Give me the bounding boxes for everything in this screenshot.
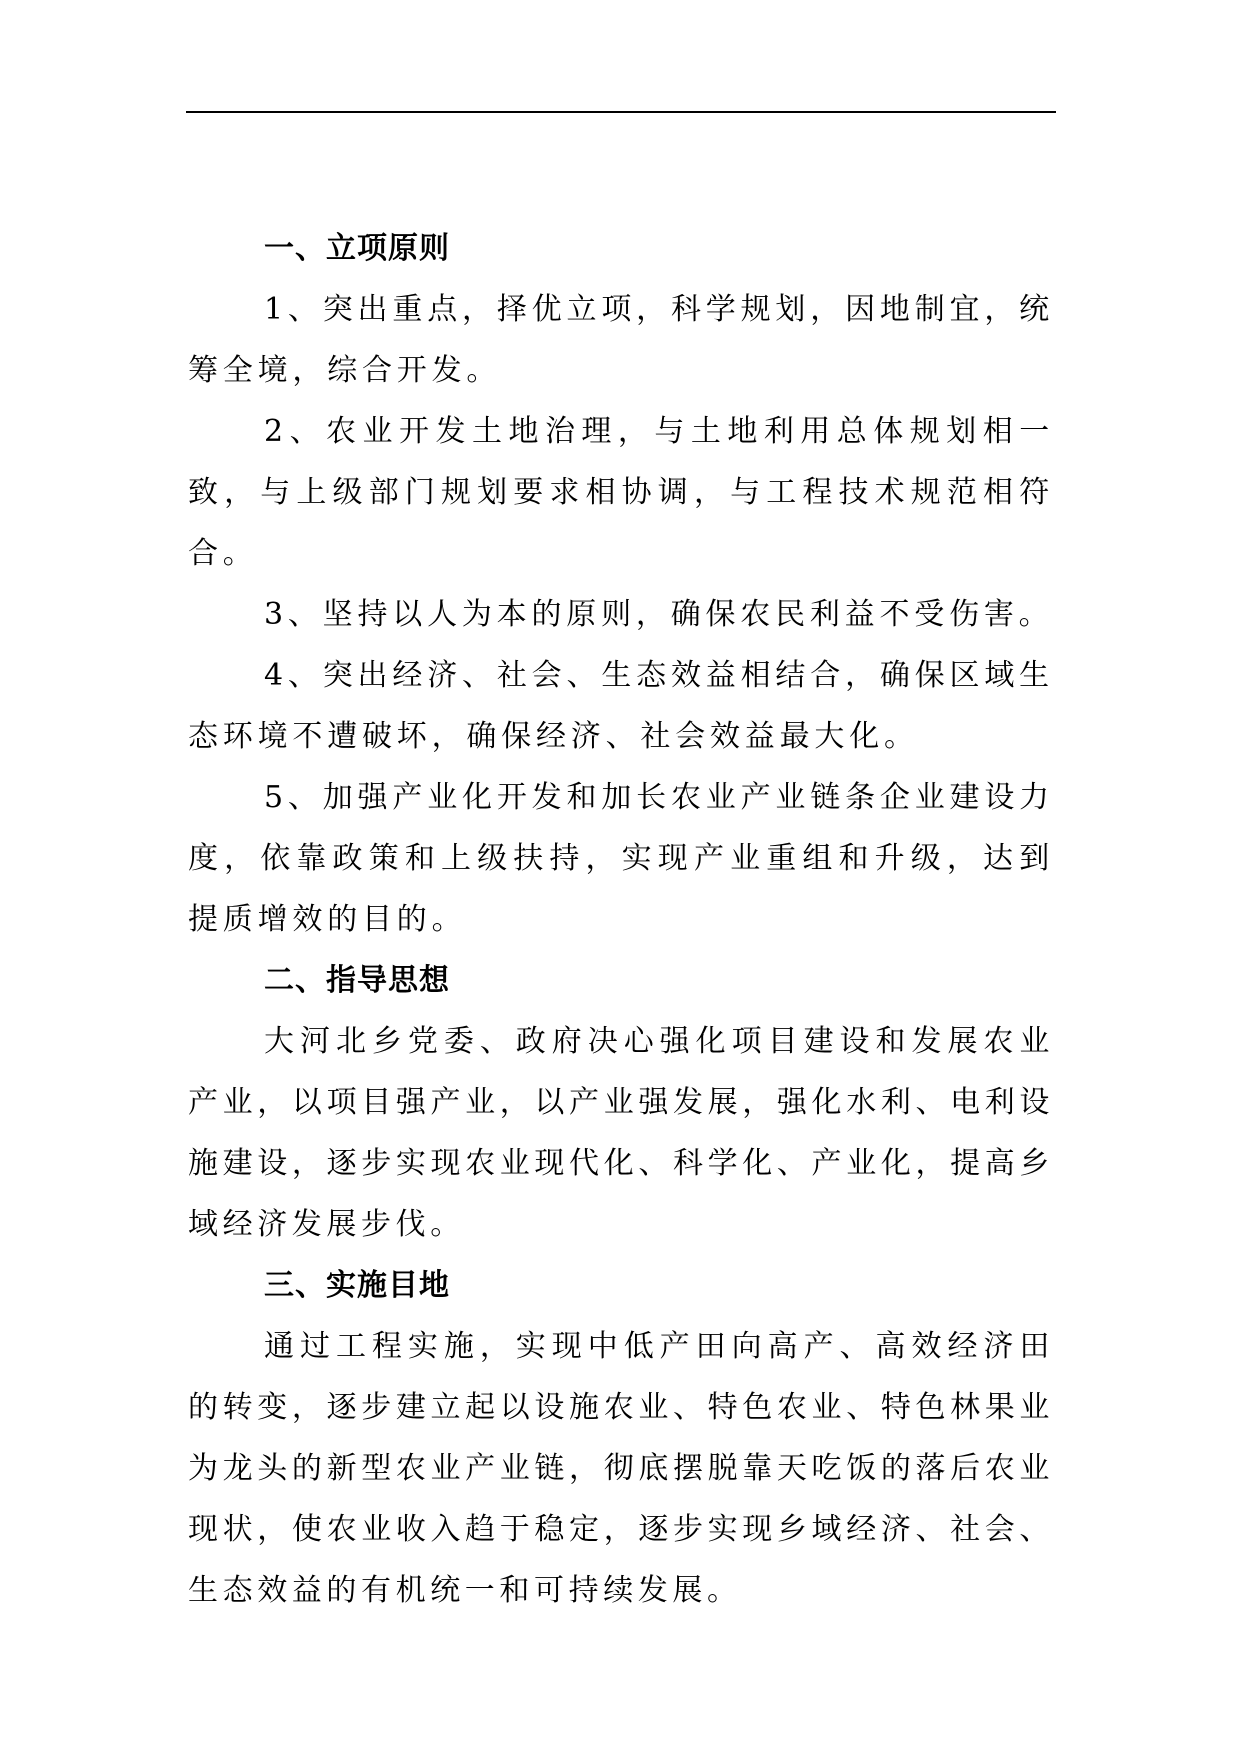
principle-item-3: 3、坚持以人为本的原则，确保农民利益不受伤害。 (264, 597, 1054, 632)
principle-item-2: 2、农业开发土地治理，与土地利用总体规划相一致，与上级部门规划要求相协调，与工程技术规范相符合。 (188, 414, 1054, 571)
principle-item-5: 5、加强产业化开发和加长农业产业链条企业建设力度，依靠政策和上级扶持，实现产业重组和升级，达到提质增效的目的。 (188, 780, 1054, 937)
body-paragraph: 通过工程实施，实现中低产田向高产、高效经济田的转变，逐步建立起以设施农业、特色农业、特色林果业为龙头的新型农业产业链，彻底摆脱靠天吃饭的落后农业现状，使农业收入趋于稳定，逐步实现乡域经济、社会、生态效益的有机统一和可持续发展。 (188, 1329, 1054, 1608)
body-paragraph: 大河北乡党委、政府决心强化项目建设和发展农业产业，以项目强产业，以产业强发展，强化水利、电利设施建设，逐步实现农业现代化、科学化、产业化，提高乡域经济发展步伐。 (188, 1024, 1054, 1242)
section-project-principles (188, 218, 1054, 950)
section-implementation-goal (188, 1255, 1054, 1621)
section-guiding-ideology (188, 950, 1054, 1255)
section-heading: 一、立项原则 (264, 231, 450, 266)
header-rule (186, 111, 1056, 113)
document-body (188, 218, 1054, 1621)
section-heading: 三、实施目地 (264, 1268, 450, 1303)
principle-item-4: 4、突出经济、社会、生态效益相结合，确保区域生态环境不遭破坏，确保经济、社会效益最大化。 (188, 658, 1054, 754)
principle-item-1: 1、突出重点，择优立项，科学规划，因地制宜，统筹全境，综合开发。 (188, 292, 1054, 388)
section-heading: 二、指导思想 (264, 963, 450, 998)
